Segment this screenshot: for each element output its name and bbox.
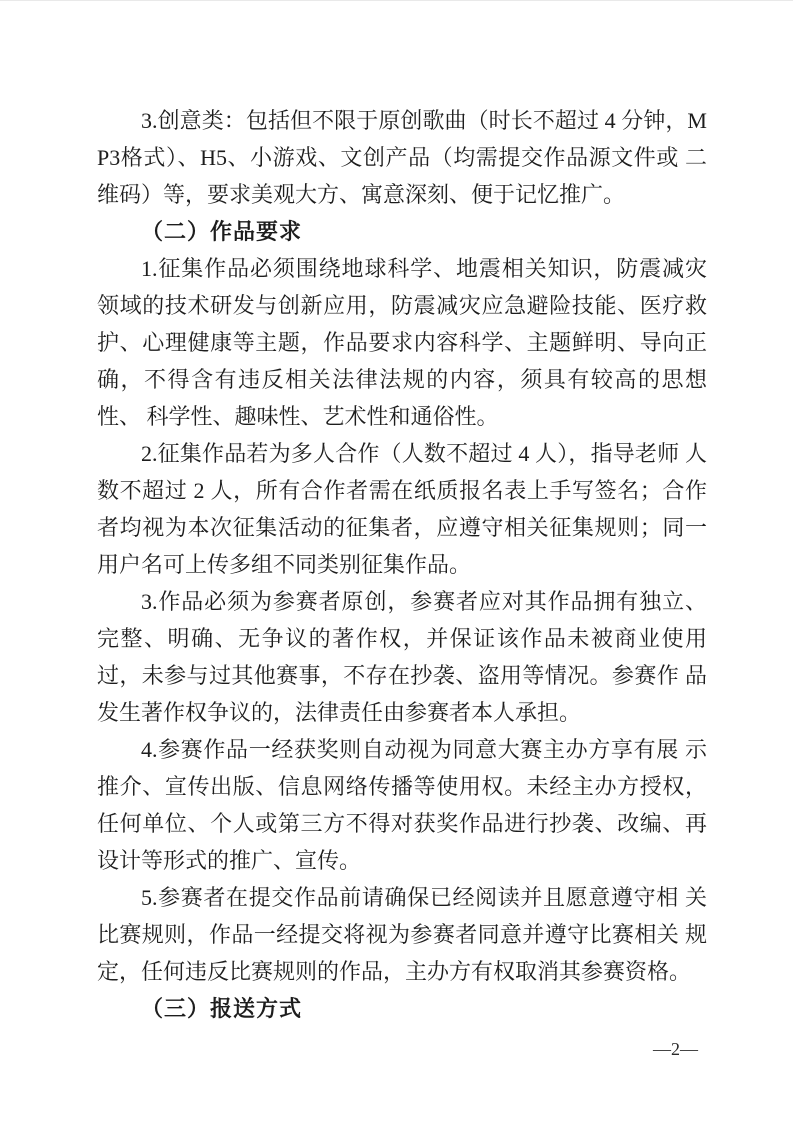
paragraph-requirement-4: 4.参赛作品一经获奖则自动视为同意大赛主办方享有展 示推介、宣传出版、信息网络传播等使用权。未经主办方授权，任何单位、个人或第三方不得对获奖作品进行抄袭、改编、再设计等形式的推广、宣传。	[97, 737, 707, 873]
section-heading-work-requirements: （二）作品要求	[141, 219, 303, 244]
paragraph-requirement-5: 5.参赛者在提交作品前请确保已经阅读并且愿意遵守相 关比赛规则，作品一经提交将视为参赛者同意并遵守比赛相关 规定，任何违反比赛规则的作品，主办方有权取消其参赛资格。	[97, 885, 707, 984]
section-heading-submission-method: （三）报送方式	[141, 996, 303, 1021]
document-body	[97, 102, 707, 1027]
paragraph-creative-category: 3.创意类：包括但不限于原创歌曲（时长不超过 4 分钟，MP3格式）、H5、小游戏、文创产品（均需提交作品源文件或 二维码）等，要求美观大方、寓意深刻、便于记忆推广。	[97, 108, 707, 207]
paragraph-requirement-1: 1.征集作品必须围绕地球科学、地震相关知识，防震减灾 领域的技术研发与创新应用，防震减灾应急避险技能、医疗救 护、心理健康等主题，作品要求内容科学、主题鲜明、导向正 确，不得含有违反相关法律法规的内容，须具有较高的思想性、 科学性、趣味性、艺术性和通俗性。	[97, 256, 707, 429]
paragraph-requirement-3: 3.作品必须为参赛者原创，参赛者应对其作品拥有独立、完整、明确、无争议的著作权，并保证该作品未被商业使用过，未参与过其他赛事，不存在抄袭、盗用等情况。参赛作 品发生著作权争议的，法律责任由参赛者本人承担。	[97, 589, 707, 725]
page-number: —2—	[653, 1039, 698, 1059]
paragraph-requirement-2: 2.征集作品若为多人合作（人数不超过 4 人），指导老师 人数不超过 2 人，所有合作者需在纸质报名表上手写签名；合作者均视为本次征集活动的征集者，应遵守相关征集规则；同一用户名可上传多组不同类别征集作品。	[97, 441, 707, 577]
